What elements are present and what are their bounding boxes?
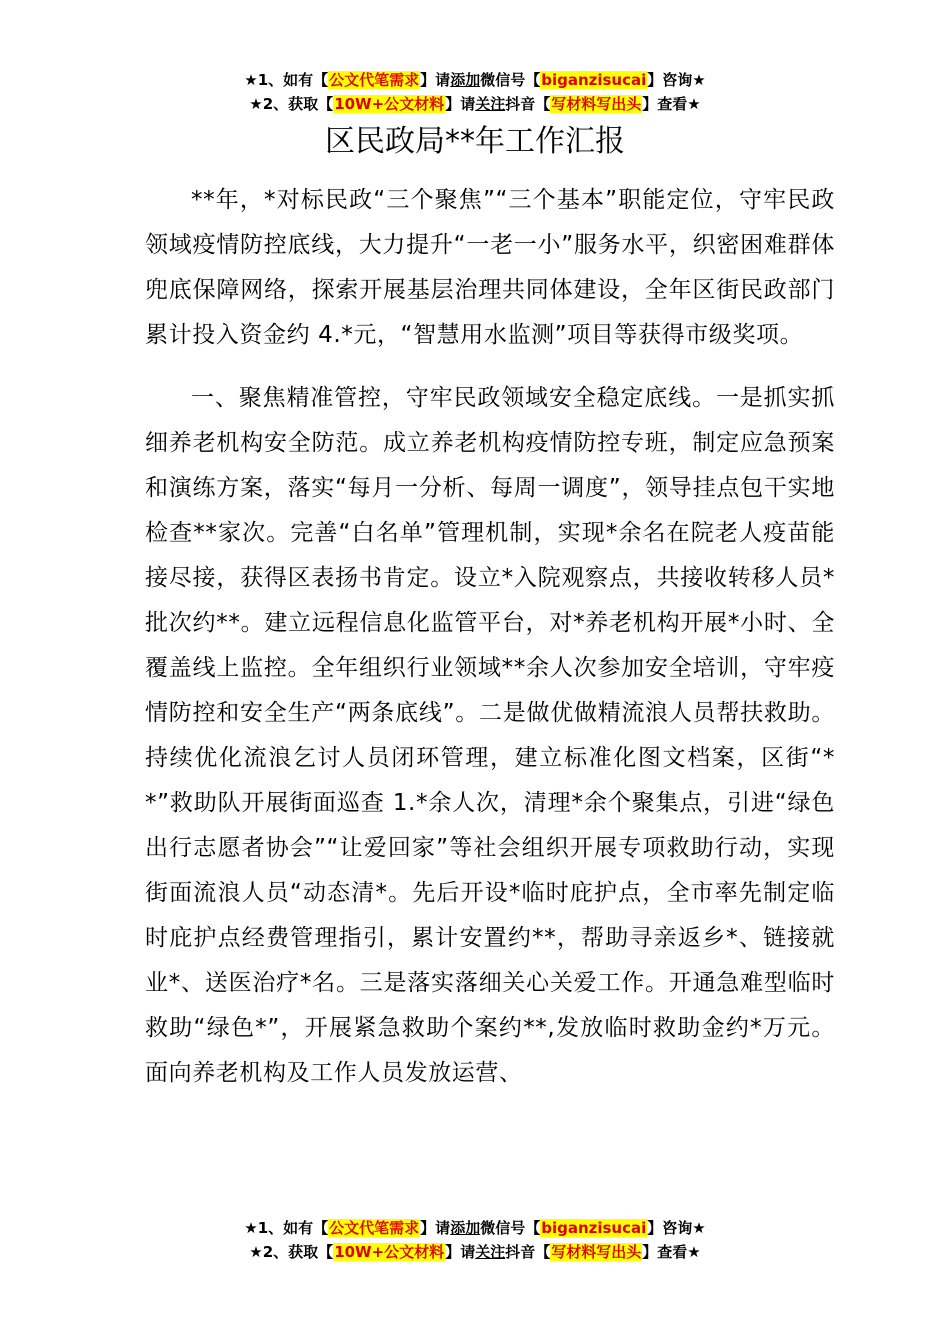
banner-text: 】查看★ bbox=[642, 1243, 701, 1261]
banner-text: 微信号【 bbox=[480, 71, 541, 89]
banner-text: 】请 bbox=[420, 1219, 451, 1237]
banner-text: 】咨询★ bbox=[647, 1219, 706, 1237]
footer-banner bbox=[0, 1216, 950, 1264]
banner-text: ★1、如有【 bbox=[244, 1219, 329, 1237]
document-body bbox=[145, 178, 835, 1096]
banner-text: 】查看★ bbox=[642, 95, 701, 113]
document-title: 区民政局**年工作汇报 bbox=[325, 124, 625, 159]
highlight-douyin-account: 写材料写出头 bbox=[551, 95, 642, 113]
highlight-materials: 10W+公文材料 bbox=[334, 1243, 445, 1261]
banner-underlined-text: 添加 bbox=[450, 71, 481, 89]
paragraph-intro: **年，*对标民政“三个聚焦”“三个基本”职能定位，守牢民政领域疫情防控底线，大力提升“一老一小”服务水平，织密困难群体兜底保障网络，探索开展基层治理共同体建设，全年区街民政部门累计投入资金约 4.*元，“智慧用水监测”项目等获得市级奖项。 bbox=[145, 187, 835, 348]
banner-text: 】请 bbox=[420, 71, 451, 89]
banner-underlined-text: 关注 bbox=[475, 95, 506, 113]
banner-text: ★1、如有【 bbox=[244, 71, 329, 89]
banner-text: ★2、获取【 bbox=[249, 95, 334, 113]
banner-text: 抖音【 bbox=[505, 95, 551, 113]
highlight-service: 公文代笔需求 bbox=[329, 71, 420, 89]
banner-text: 抖音【 bbox=[505, 1243, 551, 1261]
banner-text: 】请 bbox=[445, 95, 476, 113]
paragraph-section-1: 一、聚焦精准管控，守牢民政领域安全稳定底线。一是抓实抓细养老机构安全防范。成立养老机构疫情防控专班，制定应急预案和演练方案，落实“每月一分析、每周一调度”，领导挂点包干实地检查**家次。完善“白名单”管理机制，实现*余名在院老人疫苗能接尽接，获得区表扬书肯定。设立*入院观察点，共接收转移人员*批次约**。建立远程信息化监管平台，对*养老机构开展*小时、全覆盖线上监控。全年组织行业领域**余人次参加安全培训，守牢疫情防控和安全生产“两条底线”。二是做优做精流浪人员帮扶救助。持续优化流浪乞讨人员闭环管理，建立标准化图文档案，区街“**”救助队开展街面巡查 1.*余人次，清理*余个聚集点，引进“绿色出行志愿者协会”“让爱回家”等社会组织开展专项救助行动，实现街面流浪人员“动态清*。先后开设*临时庇护点，全市率先制定临时庇护点经费管理指引，累计安置约**，帮助寻亲返乡*、链接就业*、送医治疗*名。三是落实落细关心关爱工作。开通急难型临时救助“绿色*”，开展紧急救助个案约**,发放临时救助金约*万元。面向养老机构及工作人员发放运营、 bbox=[145, 385, 835, 1086]
highlight-service: 公文代笔需求 bbox=[329, 1219, 420, 1237]
highlight-wechat-id: biganzisucai bbox=[541, 1219, 647, 1237]
banner-underlined-text: 关注 bbox=[475, 1243, 506, 1261]
highlight-materials: 10W+公文材料 bbox=[334, 95, 445, 113]
highlight-douyin-account: 写材料写出头 bbox=[551, 1243, 642, 1261]
banner-underlined-text: 添加 bbox=[450, 1219, 481, 1237]
banner-text: 】咨询★ bbox=[647, 71, 706, 89]
highlight-wechat-id: biganzisucai bbox=[541, 71, 647, 89]
header-banner bbox=[0, 68, 950, 116]
banner-line-1 bbox=[0, 68, 950, 92]
banner-line-2 bbox=[0, 92, 950, 116]
banner-line-2 bbox=[0, 1240, 950, 1264]
banner-text: ★2、获取【 bbox=[249, 1243, 334, 1261]
banner-line-1 bbox=[0, 1216, 950, 1240]
banner-text: 】请 bbox=[445, 1243, 476, 1261]
banner-text: 微信号【 bbox=[480, 1219, 541, 1237]
